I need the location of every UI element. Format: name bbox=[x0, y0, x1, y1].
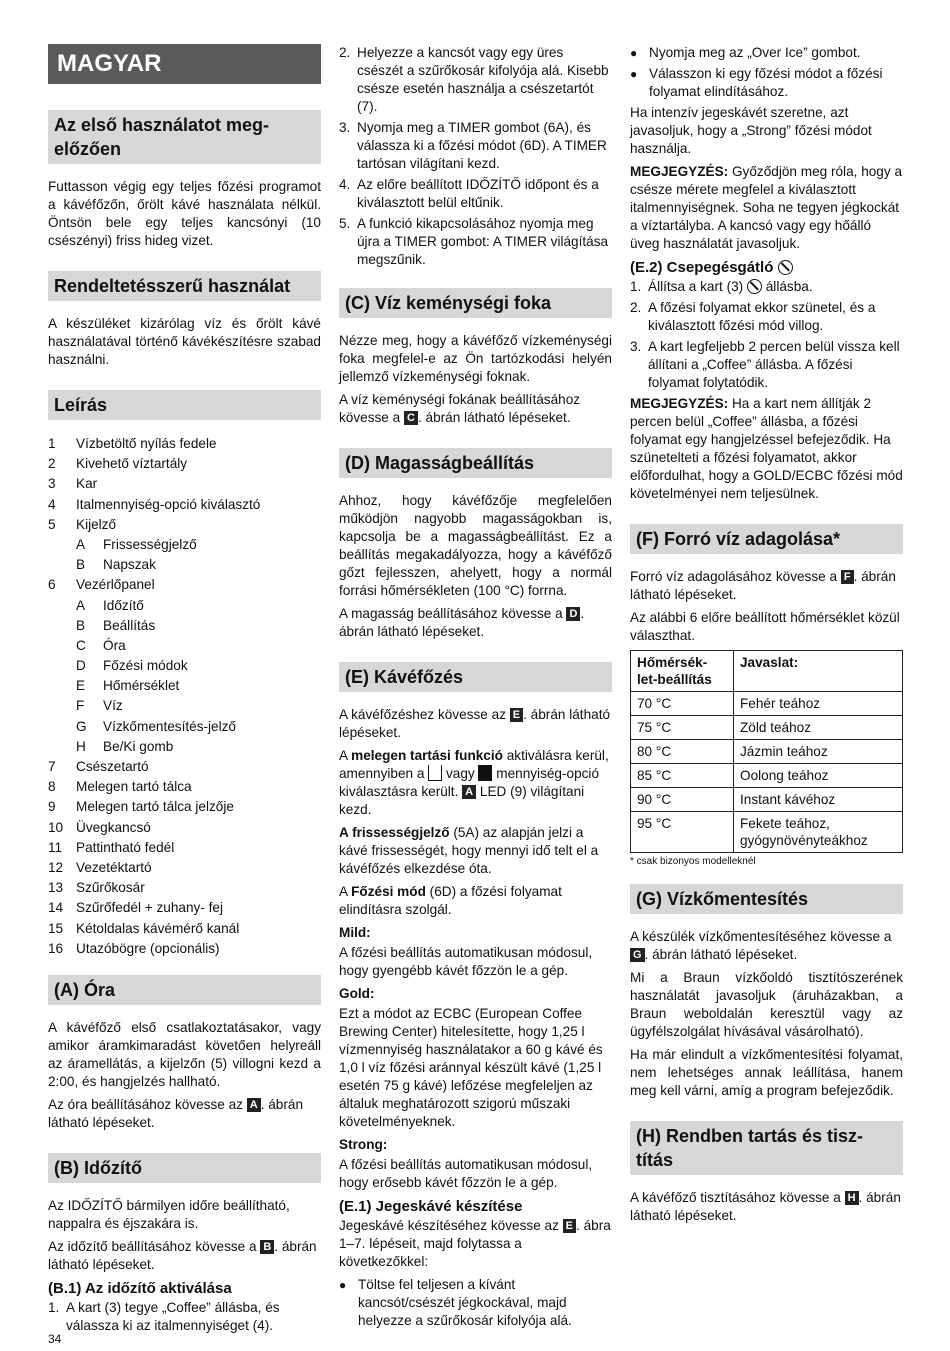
section-title-cleaning: (H) Rendben tartás és tisz-títás bbox=[630, 1121, 903, 1175]
strong-label: Strong: bbox=[339, 1137, 388, 1152]
timer-instruction-tail: . ábrán látható lépéseket. bbox=[48, 1238, 317, 1272]
altitude-text: Ahhoz, hogy kávéfőzője megfelelően működjön nagyobb magasságokban is, kapcsolja be a magasságbeállítást. Ez a beállítás megakadályozza, hogy a kávéfőző gőzt fejlesszen, ahelyett, hogy a normál forrási hőmérsékleten (100 °C) forrna. bbox=[339, 493, 612, 598]
section-title-intended-use: Rendeltetésszerű használat bbox=[48, 271, 321, 301]
column-right bbox=[630, 44, 903, 1230]
bullet-item: ● Töltse fel teljesen a kívánt kancsót/csészét jégkockával, majd helyezze a szűrőkosár kifolyója alá. bbox=[339, 1277, 572, 1328]
parts-list-item: 9 Melegen tartó tálca jelzője bbox=[48, 799, 234, 815]
figure-label-g: G bbox=[630, 948, 645, 962]
figure-label-e: E bbox=[510, 708, 523, 722]
table-header: Hőmérsék-let-beállítás bbox=[631, 651, 734, 692]
descale-warning: Ha már elindult a vízkőmentesítési folyamat, nem lehetséges annak leállítása, hanem meg kell várni, amíg a program befejeződik. bbox=[630, 1047, 903, 1098]
altitude-instruction: A magasság beállításához kövesse a D . ábrán látható lépéseket. bbox=[339, 606, 585, 639]
mild-label: Mild: bbox=[339, 925, 371, 940]
note-cup-size: MEGJEGYZÉS: Győződjön meg róla, hogy a csésze mérete megfelel a kiválasztott italmennyiségnek. Soha ne tegyen jégkockát a víztartályba. A kancsó vagy egy hőálló üveg használatát javasoljuk. bbox=[630, 164, 903, 251]
figure-label-e-iced: E bbox=[563, 1219, 576, 1233]
bullet-item: ● Nyomja meg az „Over Ice” gombot. bbox=[630, 45, 861, 60]
parts-list-item: C Óra bbox=[76, 637, 126, 653]
bullet-item: ● Válasszon ki egy főzési módot a főzési folyamat elindításához. bbox=[630, 66, 883, 99]
strong-text: A főzési beállítás automatikusan módosul, hogy erősebb kávét főzzön le a gép. bbox=[339, 1157, 593, 1190]
gold-text: Ezt a módot az ECBC (European Coffee Brewing Center) hitelesítette, hogy 1,25 l vízmennyiség használatakor a 60 g kávé és 1,0 l víz főzési aránnyal készült kávé (1,25 l esetén 75 g kávé) lefőzése megfeleljen az általuk meghatározott szigorú műszaki követelményeknek. bbox=[339, 1006, 603, 1129]
parts-list-item: 6 Vezérlőpanel bbox=[48, 577, 155, 593]
timer-step: 3. Nyomja meg a TIMER gombot (6A), és válassza ki a főzési módot (6D). A TIMER tartósan világítani kezd. bbox=[339, 120, 607, 171]
clock-instruction-text: Az óra beállításához kövesse az bbox=[48, 1096, 243, 1112]
brew-instruction: A kávéfőzéshez kövesse az E . ábrán látható lépéseket. bbox=[339, 707, 611, 740]
strong-recommendation: Ha intenzív jegeskávét szeretne, azt javasoljuk, hogy a „Strong” főzési módot használja. bbox=[630, 105, 872, 156]
section-title-first-use: Az első használatot meg-előzően bbox=[48, 110, 321, 164]
timer-step: 1. A kart (3) tegye „Coffee” állásba, és válassza ki az italmennyiséget (4). bbox=[48, 1299, 280, 1333]
clock-instruction bbox=[48, 1096, 321, 1132]
descale-instruction: A készülék vízkőmentesítéséhez kövesse a G . ábrán látható lépéseket. bbox=[630, 929, 892, 962]
parts-list-item: H Be/Ki gomb bbox=[76, 738, 174, 754]
figure-label-c: C bbox=[404, 411, 418, 425]
page-number: 34 bbox=[48, 1332, 62, 1346]
parts-list-item: F Víz bbox=[76, 698, 123, 714]
parts-list-item: 15 Kétoldalas kávémérő kanál bbox=[48, 920, 240, 936]
parts-list-item: A Frissességjelző bbox=[76, 536, 197, 552]
language-header: MAGYAR bbox=[48, 44, 321, 84]
parts-list-item: E Hőmérséklet bbox=[76, 678, 180, 694]
parts-list-item: B Napszak bbox=[76, 557, 156, 573]
timer-text: Az IDŐZÍTŐ bármilyen időre beállítható, nappalra és éjszakára is. bbox=[48, 1197, 290, 1231]
iced-coffee-instruction: Jegeskávé készítéséhez kövesse az E . ábra 1–7. lépéseit, majd folytassa a következőkkel: bbox=[339, 1218, 611, 1269]
drip-stop-icon bbox=[778, 260, 793, 275]
drip-step: 2. A főzési folyamat ekkor szünetel, és a kiválasztott főzési mód villog. bbox=[630, 300, 876, 333]
clock-text: A kávéfőző első csatlakoztatásakor, vagy amikor áramkimaradást követően helyreáll az áramellátás, a kijelzőn (5) villogni kezd a 2:00, és hangjelzés hallható. bbox=[48, 1019, 321, 1089]
parts-list-item: 12 Vezetéktartó bbox=[48, 859, 152, 875]
table-cell: 75 °C bbox=[631, 716, 734, 740]
drip-step: 3. A kart legfeljebb 2 percen belül vissza kell állítani a „Coffee” állásba. A főzési folyamat folytatódik. bbox=[630, 339, 900, 390]
hot-water-instruction: Forró víz adagolásához kövesse a F . ábrán látható lépéseket. bbox=[630, 569, 896, 602]
table-cell: Jázmin teához bbox=[734, 740, 903, 764]
table-cell: Fehér teához bbox=[734, 692, 903, 716]
table-cell: 80 °C bbox=[631, 740, 734, 764]
parts-list-item: D Főzési módok bbox=[76, 658, 188, 674]
table-cell: Zöld teához bbox=[734, 716, 903, 740]
parts-list-item: 10 Üvegkancsó bbox=[48, 819, 151, 835]
figure-label-h: H bbox=[845, 1191, 859, 1205]
drip-step: 1. Állítsa a kart (3) állásba. bbox=[630, 279, 813, 294]
parts-list-item: 13 Szűrőkosár bbox=[48, 880, 145, 896]
footnote: * csak bizonyos modelleknél bbox=[630, 856, 756, 867]
figure-label-b: B bbox=[260, 1240, 274, 1254]
intended-use-text: A készüléket kizárólag víz és őrölt kávé használatával történő kávékészítésre szabad használni. bbox=[48, 316, 321, 367]
parts-list bbox=[48, 434, 321, 959]
table-cell: 70 °C bbox=[631, 692, 734, 716]
section-title-description: Leírás bbox=[48, 390, 321, 420]
parts-list-item: 14 Szűrőfedél + zuhany- fej bbox=[48, 900, 223, 916]
table-row bbox=[631, 740, 903, 764]
keep-warm-text: A melegen tartási funkció aktiválásra kerül, amennyiben a vagy mennyiség-opció kiválasztásra került. A LED (9) világítani kezd. bbox=[339, 748, 609, 817]
note-drip-stop: MEGJEGYZÉS: Ha a kart nem állítják 2 percen belül „Coffee” állásba, a főzési folyamat egy hangjelzéssel befejeződik. Ha szünetelteti a főzési folyamatot, akkor előfordulhat, hogy a GOLD/ECBC főzési mód követelményei nem teljesülnek. bbox=[630, 396, 903, 501]
subsection-timer-activation: (B.1) Az időzítő aktiválása bbox=[48, 1279, 232, 1297]
subsection-drip-stop: (E.2) Csepegésgátló bbox=[630, 258, 903, 278]
parts-list-item: 7 Csészetartó bbox=[48, 759, 149, 774]
table-cell: Oolong teához bbox=[734, 764, 903, 788]
table-row bbox=[631, 812, 903, 853]
table-header: Javaslat: bbox=[734, 651, 903, 692]
parts-list-item: A Időzítő bbox=[76, 597, 144, 613]
section-title-descaling: (G) Vízkőmentesítés bbox=[630, 884, 903, 914]
figure-label-a: A bbox=[247, 1098, 261, 1112]
parts-list-item: 1 Vízbetöltő nyílás fedele bbox=[48, 436, 217, 451]
brew-mode-text: A Főzési mód (6D) a főzési folyamat elindításra szolgál. bbox=[339, 884, 562, 917]
parts-list-item: 16 Utazóbögre (opcionális) bbox=[48, 940, 220, 956]
descale-text: Mi a Braun vízkőoldó tisztítószerének használatát javasoljuk (áruházakban, a Braun weboldalán keresztül vagy az ügyfélszolgálat hívásával vásárolható). bbox=[630, 970, 903, 1039]
section-title-clock: (A) Óra bbox=[48, 975, 321, 1005]
table-cell: Fekete teához, gyógynövényteákhoz bbox=[734, 812, 903, 853]
table-cell: 90 °C bbox=[631, 788, 734, 812]
subsection-iced-coffee: (E.1) Jegeskávé készítése bbox=[339, 1198, 523, 1215]
figure-label-d: D bbox=[566, 607, 580, 621]
small-carafe-icon bbox=[428, 765, 442, 781]
cleaning-instruction: A kávéfőző tisztításához kövesse a H . ábrán látható lépéseket. bbox=[630, 1190, 901, 1223]
table-row bbox=[631, 692, 903, 716]
table-row bbox=[631, 764, 903, 788]
parts-list-item: 2 Kivehető víztartály bbox=[48, 456, 188, 472]
parts-list-item: 8 Melegen tartó tálca bbox=[48, 779, 192, 795]
parts-list-item: 4 Italmennyiség-opció kiválasztó bbox=[48, 496, 261, 512]
hardness-instruction: A víz keménységi fokának beállításához kövesse a C . ábrán látható lépéseket. bbox=[339, 392, 581, 425]
table-row bbox=[631, 788, 903, 812]
timer-step: 4. Az előre beállított IDŐZÍTŐ időpont és a kiválasztott belül eltűnik. bbox=[339, 177, 599, 210]
mild-text: A főzési beállítás automatikusan módosul, hogy gyengébb kávét főzzön le a gép. bbox=[339, 945, 593, 978]
clock-instruction-tail: . ábrán látható lépéseket. bbox=[48, 1096, 304, 1130]
table-cell: Instant kávéhoz bbox=[734, 788, 903, 812]
timer-step: 5. A funkció kikapcsolásához nyomja meg újra a TIMER gombot: A TIMER világítása megszűnik. bbox=[339, 216, 609, 267]
table-cell: 85 °C bbox=[631, 764, 734, 788]
section-title-hot-water: (F) Forró víz adagolása* bbox=[630, 524, 903, 554]
hardness-text: Nézze meg, hogy a kávéfőző vízkeménységi foka megfelel-e az Ön tartózkodási helyén jellemző vízkeménységi foknak. bbox=[339, 333, 612, 384]
parts-list-item: 11 Pattintható fedél bbox=[48, 839, 175, 855]
full-carafe-icon bbox=[478, 765, 492, 781]
parts-list-item: 5 Kijelző bbox=[48, 516, 117, 532]
timer-instruction-text: Az időzítő beállításához kövesse a bbox=[48, 1238, 257, 1254]
figure-label-a-led: A bbox=[462, 785, 476, 799]
gold-label: Gold: bbox=[339, 986, 375, 1001]
parts-list-item: 3 Kar bbox=[48, 476, 98, 492]
first-use-text: Futtasson végig egy teljes főzési programot a kávéfőzőn, őrölt kávé használata nélkül. Öntsön bele egy teljes kancsónyi (10 csészényi) friss hideg vizet. bbox=[48, 179, 321, 248]
table-cell: 95 °C bbox=[631, 812, 734, 853]
temperature-table bbox=[630, 650, 903, 853]
freshness-text: A frissességjelző (5A) az alapján jelzi a kávé frissességét, hogy mennyi idő telt el a kávéfőzés elkezdése óta. bbox=[339, 825, 599, 876]
parts-list-item: B Beállítás bbox=[76, 617, 156, 633]
table-row bbox=[631, 716, 903, 740]
section-title-brewing: (E) Kávéfőzés bbox=[339, 662, 612, 692]
section-title-timer: (B) Időzítő bbox=[48, 1153, 321, 1183]
hot-water-text: Az alábbi 6 előre beállított hőmérséklet közül választhat. bbox=[630, 610, 900, 643]
column-left bbox=[48, 44, 321, 1338]
timer-instruction bbox=[48, 1238, 321, 1274]
timer-step: 2. Helyezze a kancsót vagy egy üres csészét a szűrőkosár kifolyója alá. Kisebb csésze esetén használja a csészetartót (7). bbox=[339, 45, 609, 114]
section-title-water-hardness: (C) Víz keménységi foka bbox=[339, 288, 612, 318]
figure-label-f: F bbox=[841, 570, 854, 584]
parts-list-item: G Vízkőmentesítés-jelző bbox=[76, 718, 236, 734]
drip-stop-icon bbox=[747, 279, 762, 294]
column-middle bbox=[339, 44, 612, 1333]
section-title-altitude: (D) Magasságbeállítás bbox=[339, 448, 612, 478]
